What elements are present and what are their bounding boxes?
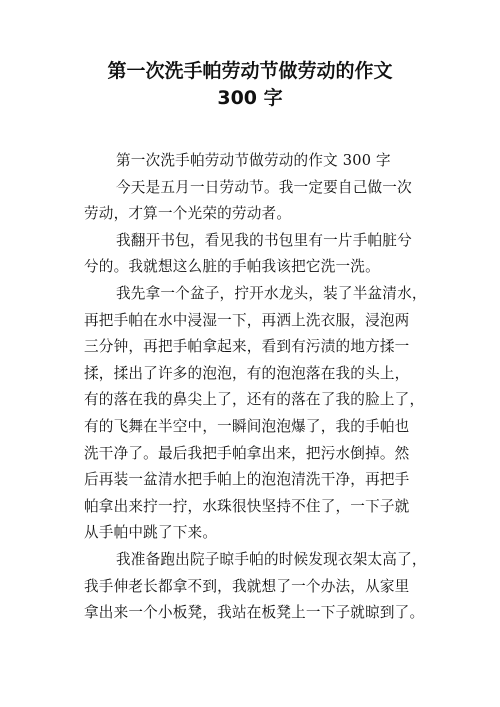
paragraph-5	[84, 547, 442, 627]
paragraph-3	[84, 228, 442, 281]
paragraph-line: 有的落在我的鼻尖上了，还有的落在了我的脸上了，	[84, 391, 425, 409]
document-title	[58, 58, 442, 112]
paragraph-line: 再把手帕在水中浸湿一下，再洒上洗衣服，浸泡两	[84, 311, 410, 329]
paragraph-line: 后再装一盆清水把手帕上的泡泡清洗干净，再把手	[84, 471, 410, 489]
paragraph-line: 拿出来一个小板凳，我站在板凳上一下子就晾到了。	[84, 604, 425, 622]
paragraph-1	[84, 148, 442, 175]
title-line-2: 300 字	[217, 87, 283, 109]
paragraph-line: 今天是五月一日劳动节。我一定要自己做一次	[116, 178, 412, 196]
paragraph-line: 三分钟，再把手帕拿起来，看到有污渍的地方揉一	[84, 338, 410, 356]
paragraph-line: 有的飞舞在半空中，一瞬间泡泡爆了，我的手帕也	[84, 417, 410, 435]
paragraph-line: 从手帕中跳了下来。	[84, 524, 218, 542]
paragraph-line: 帕拿出来拧一拧，水珠很快坚持不住了，一下子就	[84, 497, 410, 515]
essay-body	[84, 148, 442, 627]
paragraph-line: 我手伸老长都拿不到，我就想了一个办法，从家里	[84, 577, 410, 595]
paragraph-4	[84, 281, 442, 547]
paragraph-line: 我翻开书包，看见我的书包里有一片手帕脏兮	[116, 231, 412, 249]
paragraph-2	[84, 175, 442, 228]
paragraph-line: 劳动，才算一个光荣的劳动者。	[84, 205, 292, 223]
paragraph-line: 兮的。我就想这么脏的手帕我该把它洗一洗。	[84, 258, 380, 276]
paragraph-line: 第一次洗手帕劳动节做劳动的作文 300 字	[116, 152, 391, 169]
title-line-1: 第一次洗手帕劳动节做劳动的作文	[107, 60, 393, 82]
paragraph-line: 揉，揉出了许多的泡泡，有的泡泡落在我的头上，	[84, 364, 410, 382]
paragraph-line: 我准备跑出院子晾手帕的时候发现衣架太高了，	[116, 550, 427, 568]
paragraph-line: 我先拿一个盆子，拧开水龙头，装了半盆清水，	[116, 284, 427, 302]
paragraph-line: 洗干净了。最后我把手帕拿出来，把污水倒掉。然	[84, 444, 410, 462]
